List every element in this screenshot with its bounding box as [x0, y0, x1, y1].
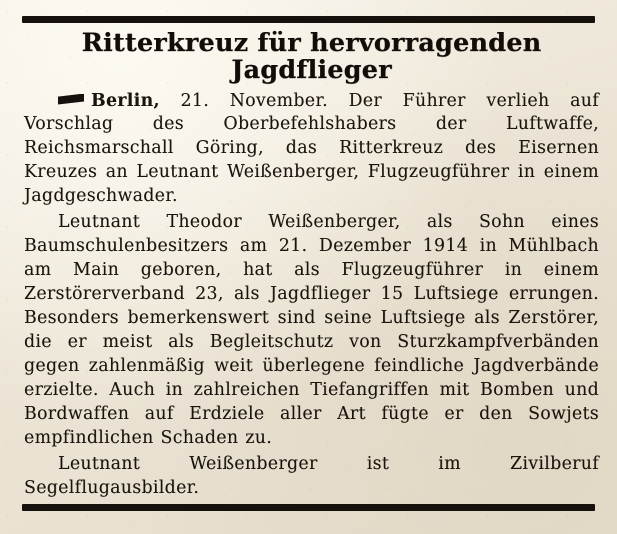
- paragraph-closing: [24, 453, 599, 501]
- parallelogram-dateline-mark-icon: [58, 94, 84, 105]
- paragraph-lead-text: Der Führer verlieh auf Vorschlag des Oberbefehlshabers der Luftwaffe, Reichsmarschall Göring, das Ritterkreuz des Eisernen Kreuzes an Leutnant Weißenberger, Flugzeugführer in einem Jagdgeschwader.: [24, 90, 599, 207]
- dateline-date: 21. November.: [180, 90, 328, 111]
- paragraph-biography: [24, 211, 599, 451]
- paragraph-biography-text: Leutnant Theodor Weißenberger, als Sohn eines Baumschulenbesitzers am 21. Dezember 1914 in Mühlbach am Main geboren, hat als Flugzeugführer in einem Zerstörerverband 23, als Jagdflieger 15 Luftsiege errungen. Besonders bemerkenswert sind seine Luftsiege als Zerstörer, die er meist als Begleitschutz von Sturzkampfverbänden gegen zahlenmäßig weit überlegene feindliche Jagdverbände erzielte. Auch in zahlreichen Tiefangriffen mit Bomben und Bordwaffen auf Erdziele aller Art fügte er den Sowjets empfindlichen Schaden zu.: [24, 212, 599, 448]
- paragraph-lead: [24, 90, 599, 210]
- horizontal-rule-top: [22, 16, 595, 23]
- horizontal-rule-bottom: [22, 504, 595, 511]
- dateline-place: Berlin,: [91, 90, 160, 111]
- article-body: [24, 90, 599, 501]
- headline: Ritterkreuz für hervorragenden Jagdflieger: [81, 28, 542, 85]
- clipping-content: [24, 28, 599, 498]
- paragraph-closing-text: Leutnant Weißenberger ist im Zivilberuf Segelflugausbilder.: [24, 453, 599, 498]
